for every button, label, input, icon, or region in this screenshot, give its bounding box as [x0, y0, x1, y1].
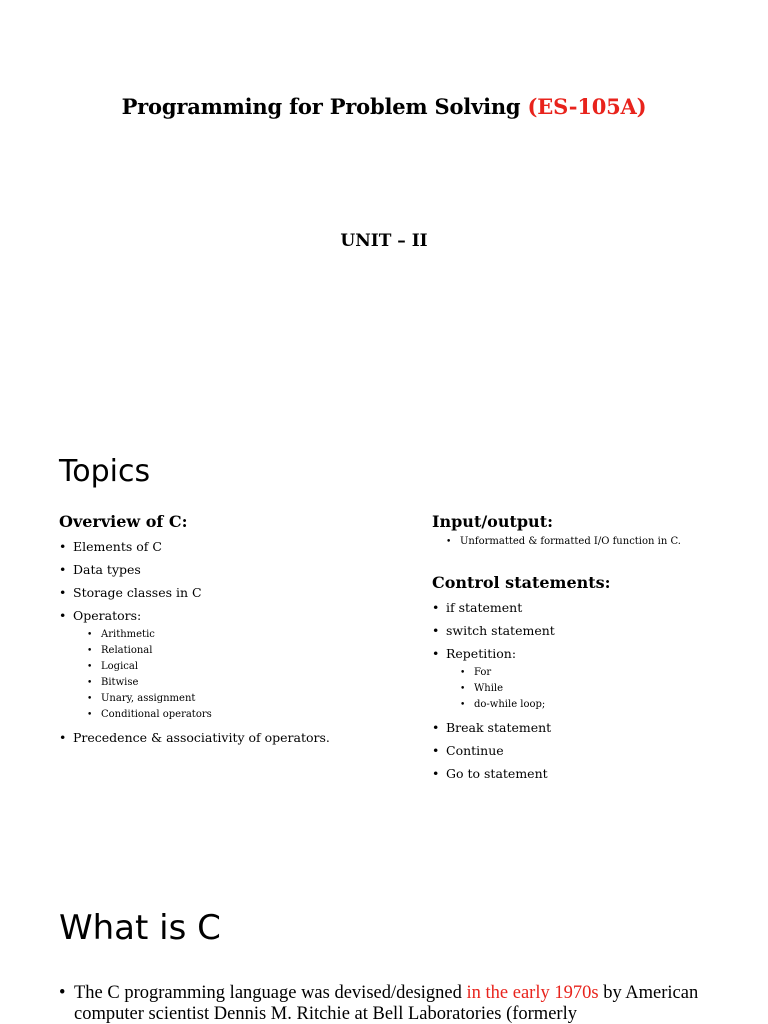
overview-list — [59, 539, 399, 746]
sublist-item: • Bitwise — [87, 675, 399, 691]
unit-label: UNIT – II — [340, 231, 428, 251]
io-list — [432, 535, 762, 549]
section-title: Input/output: — [432, 512, 553, 531]
sublist-item: • Logical — [87, 659, 399, 675]
paragraph — [59, 983, 754, 1024]
list-item-label: Operators: — [73, 608, 142, 623]
list-item — [432, 646, 762, 713]
what-is-c-slide — [0, 864, 768, 1024]
overview-column — [59, 512, 399, 746]
control-list — [432, 600, 762, 782]
paragraph-text: The C programming language was devised/designed — [74, 983, 467, 1003]
course-title — [0, 94, 768, 119]
sublist-item: • Conditional operators — [87, 707, 399, 723]
course-name: Programming for Problem Solving — [121, 94, 521, 119]
course-code: (ES-105A) — [527, 94, 647, 119]
list-item: • if statement — [432, 600, 762, 616]
repetition-sublist — [446, 665, 762, 713]
sublist-item: • For — [460, 665, 762, 681]
slide-heading: What is C — [59, 908, 221, 948]
operators-sublist — [73, 627, 399, 723]
slide-heading: Topics — [59, 454, 151, 489]
section-title: Overview of C: — [59, 512, 188, 531]
list-item: • Go to statement — [432, 766, 762, 782]
list-item-label: Repetition: — [446, 646, 517, 661]
section-title: Control statements: — [432, 573, 611, 592]
list-item: • Break statement — [432, 720, 762, 736]
topics-slide — [0, 432, 768, 864]
list-item: • Elements of C — [59, 539, 399, 555]
bullet-icon: • — [59, 983, 66, 1003]
io-control-column — [432, 512, 762, 782]
list-item: • Precedence & associativity of operators. — [59, 730, 399, 746]
list-item: • switch statement — [432, 623, 762, 639]
title-slide — [0, 0, 768, 432]
highlighted-text: in the early 1970s — [466, 983, 599, 1003]
list-item: • Unformatted & formatted I/O function in C. — [446, 535, 762, 549]
sublist-item: • Unary, assignment — [87, 691, 399, 707]
list-item: • Data types — [59, 562, 399, 578]
list-item — [59, 608, 399, 723]
list-item: • Continue — [432, 743, 762, 759]
paragraph-text: by American computer scientist Dennis M. Ritchie at Bell Laboratories (formerly — [74, 983, 699, 1024]
sublist-item: • While — [460, 681, 762, 697]
list-item: • Storage classes in C — [59, 585, 399, 601]
sublist-item: • Arithmetic — [87, 627, 399, 643]
sublist-item: • Relational — [87, 643, 399, 659]
sublist-item: • do-while loop; — [460, 697, 762, 713]
